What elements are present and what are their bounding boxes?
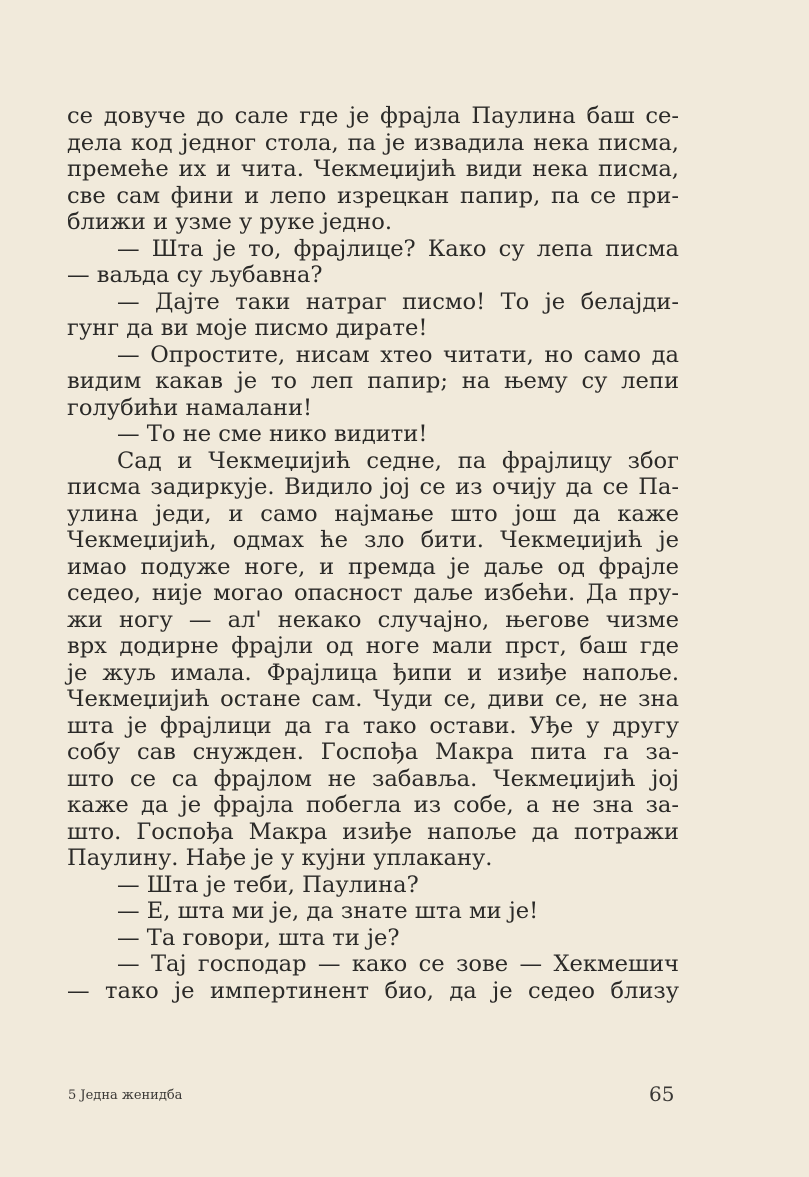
text-line: ближи и узме у руке једно. bbox=[67, 209, 393, 235]
text-line: шта је фрајлици да га тако остави. Уђе у другу bbox=[67, 712, 679, 739]
text-line: — Дајте таки натраг писмо! То је белајди- bbox=[117, 288, 679, 315]
body-text bbox=[67, 103, 679, 1004]
text-line: је жуљ имала. Фрајлица ђипи и изиђе напоље. bbox=[67, 659, 679, 686]
text-line: — Та говори, шта ти је? bbox=[117, 924, 400, 951]
text-line: седео, није могао опасност даље избећи. Да пру- bbox=[67, 580, 679, 606]
text-line: Чекмеџијић, одмах ће зло бити. Чекмеџијић је bbox=[67, 527, 679, 553]
text-line: улина једи, и само најмање што још да каже bbox=[67, 500, 679, 527]
text-line: каже да је фрајла побегла из собе, а не зна за- bbox=[67, 792, 679, 818]
text-line: што. Госпођа Макра изиђе напоље да потражи bbox=[67, 818, 679, 845]
text-line: се довуче до сале где је фрајла Паулина баш се- bbox=[67, 103, 679, 129]
text-line: писма задиркује. Видило јој се из очију да се Па- bbox=[67, 474, 679, 500]
text-line: Чекмеџијић остане сам. Чуди се, диви се, не зна bbox=[67, 686, 679, 712]
text-line: — Опростите, нисам хтео читати, но само да bbox=[117, 341, 679, 368]
printer-signature: 5 Једна женидба bbox=[68, 1088, 183, 1103]
text-line: видим какав је то леп папир; на њему су лепи bbox=[67, 368, 679, 394]
text-line: — То не сме нико видити! bbox=[117, 421, 428, 447]
text-line: жи ногу — ал' некако случајно, његове чизме bbox=[67, 606, 679, 633]
text-line: — тако је импертинент био, да је седео близу bbox=[67, 977, 679, 1004]
text-line: Паулину. Нађе је у кујни уплакану. bbox=[67, 845, 493, 871]
text-line: — ваљда су љубавна? bbox=[67, 262, 323, 288]
text-line: премеће их и чита. Чекмеџијић види нека писма, bbox=[67, 156, 679, 182]
text-line: — Тај господар — како се зове — Хекмешич bbox=[117, 951, 679, 977]
text-line: — Шта је теби, Паулина? bbox=[117, 871, 419, 898]
text-line: голубићи намалани! bbox=[67, 394, 313, 421]
text-line: — Е, шта ми је, да знате шта ми је! bbox=[117, 898, 539, 924]
text-line: имао подуже ноге, и премда је даље од фрајле bbox=[67, 553, 679, 580]
text-line: све сам фини и лепо изрецкан папир, па се при- bbox=[67, 182, 679, 209]
text-line: што се са фрајлом не забавља. Чекмеџијић јој bbox=[67, 765, 679, 792]
text-line: собу сав снужден. Госпођа Макра пита га за- bbox=[67, 739, 679, 765]
text-line: дела код једног стола, па је извадила нека писма, bbox=[67, 129, 679, 156]
text-line: Сад и Чекмеџијић седне, па фрајлицу због bbox=[117, 447, 679, 474]
page-number: 65 bbox=[649, 1082, 675, 1106]
text-line: гунг да ви моје писмо дирате! bbox=[67, 315, 428, 341]
text-line: — Шта је то, фрајлице? Како су лепа писма bbox=[117, 235, 679, 262]
text-line: врх додирне фрајли од ноге мали прст, баш где bbox=[67, 633, 679, 659]
